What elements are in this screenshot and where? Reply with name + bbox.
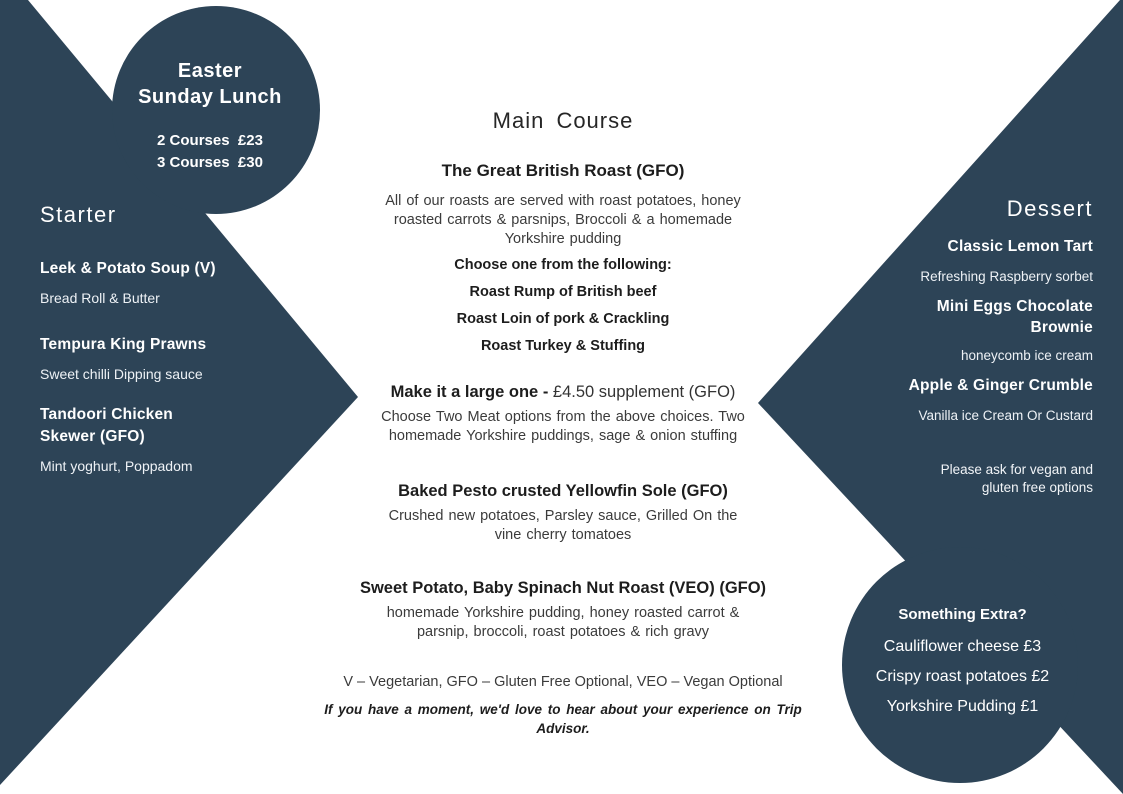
starter-item-name xyxy=(40,258,290,280)
dish-desc-line: All of our roasts are served with roast potatoes, honey xyxy=(385,193,741,209)
vegan-gluten-note-line: Please ask for vegan and xyxy=(940,462,1093,477)
roast-option-turkey: Roast Turkey & Stuffing xyxy=(480,338,646,354)
starter-section xyxy=(40,200,290,476)
dish-desc-line: Yorkshire pudding xyxy=(504,231,622,247)
dish-desc-line: homemade Yorkshire pudding, honey roasted carrot & xyxy=(386,605,740,621)
starter-item xyxy=(40,258,290,308)
dish-desc-line: homemade Yorkshire puddings, sage & onion stuffing xyxy=(388,427,738,444)
extras-heading: Something Extra? xyxy=(898,606,1027,623)
vegan-gluten-note xyxy=(773,461,1093,496)
starter-item xyxy=(40,404,290,476)
dessert-item-name xyxy=(773,296,1093,338)
dessert-item-name xyxy=(773,375,1093,396)
dish-desc-line: parsnip, broccoli, roast potatoes & rich gravy xyxy=(416,623,710,640)
event-title-line-2: Sunday Lunch xyxy=(138,86,282,108)
dessert-item-name-line: Mini Eggs Chocolate xyxy=(936,298,1093,315)
dessert-item xyxy=(773,296,1093,365)
dessert-item xyxy=(773,375,1093,425)
dish-desc-line: Crushed new potatoes, Parsley sauce, Grilled On the xyxy=(388,508,738,524)
starter-item-name-line: Leek & Potato Soup (V) xyxy=(40,260,216,277)
main-course-heading: Main Course xyxy=(492,108,634,133)
dish-name-yellowfin-sole: Baked Pesto crusted Yellowfin Sole (GFO) xyxy=(398,482,728,500)
event-badge xyxy=(100,58,320,174)
extras-section xyxy=(830,604,1095,722)
dessert-item-name-line: Apple & Ginger Crumble xyxy=(908,377,1093,394)
dessert-heading: Dessert xyxy=(1006,196,1093,221)
starter-heading: Starter xyxy=(40,202,117,227)
dietary-legend: V – Vegetarian, GFO – Gluten Free Optional, VEO – Vegan Optional xyxy=(343,674,783,690)
dish-desc-make-it-large xyxy=(298,408,828,445)
dish-name-make-it-large xyxy=(298,381,828,403)
choose-one-label: Choose one from the following: xyxy=(454,257,672,273)
starter-item-name xyxy=(40,404,290,448)
dessert-item xyxy=(773,236,1093,286)
price-two-courses: 2 Courses £23 xyxy=(157,132,263,149)
event-title-line-1: Easter xyxy=(177,60,243,82)
dessert-item-name-line: Classic Lemon Tart xyxy=(947,238,1093,255)
dish-desc-line: roasted carrots & parsnips, Broccoli & a homemade xyxy=(393,212,733,228)
dessert-item-desc: honeycomb ice cream xyxy=(960,348,1093,363)
starter-item-name-line: Skewer (GFO) xyxy=(40,428,145,445)
dessert-item-desc: Refreshing Raspberry sorbet xyxy=(920,269,1093,284)
starter-item-desc: Sweet chilli Dipping sauce xyxy=(40,366,203,382)
starter-item xyxy=(40,334,290,384)
course-prices xyxy=(100,130,320,174)
make-it-large-supplement-text: £4.50 supplement (GFO) xyxy=(552,383,736,401)
dish-desc-nut-roast xyxy=(298,604,828,641)
dessert-item-name xyxy=(773,236,1093,257)
dessert-section xyxy=(773,194,1093,496)
extras-list xyxy=(830,632,1095,722)
vegan-gluten-note-line: gluten free options xyxy=(981,479,1093,495)
roast-option-pork: Roast Loin of pork & Crackling xyxy=(456,311,670,327)
dish-name-nut-roast: Sweet Potato, Baby Spinach Nut Roast (VEO) (GFO) xyxy=(359,579,767,597)
dish-desc-line: vine cherry tomatoes xyxy=(494,526,632,543)
dish-desc-yellowfin-sole xyxy=(298,507,828,544)
make-it-large-bold-text: Make it a large one - xyxy=(390,383,549,401)
extras-item-roast-potatoes: Crispy roast potatoes £2 xyxy=(875,668,1050,685)
starter-item-name xyxy=(40,334,290,356)
dish-desc-great-british-roast xyxy=(298,192,828,249)
main-course-section xyxy=(298,108,828,738)
dessert-item-name-line: Brownie xyxy=(1030,319,1093,336)
extras-item-yorkshire-pudding: Yorkshire Pudding £1 xyxy=(886,698,1039,715)
tripadvisor-note: If you have a moment, we'd love to hear about your experience on Trip Advisor. xyxy=(324,702,802,736)
starter-item-desc: Bread Roll & Butter xyxy=(40,290,160,306)
starter-item-name-line: Tempura King Prawns xyxy=(40,336,207,353)
price-three-courses: 3 Courses £30 xyxy=(157,154,263,171)
dish-desc-line: Choose Two Meat options from the above choices. Two xyxy=(381,409,745,425)
starter-item-desc: Mint yoghurt, Poppadom xyxy=(40,458,193,474)
extras-item-cauliflower: Cauliflower cheese £3 xyxy=(883,638,1042,655)
dessert-item-desc: Vanilla ice Cream Or Custard xyxy=(918,408,1093,423)
roast-option-beef: Roast Rump of British beef xyxy=(469,284,657,300)
dish-name-great-british-roast: The Great British Roast (GFO) xyxy=(441,161,685,180)
starter-item-name-line: Tandoori Chicken xyxy=(40,406,173,423)
